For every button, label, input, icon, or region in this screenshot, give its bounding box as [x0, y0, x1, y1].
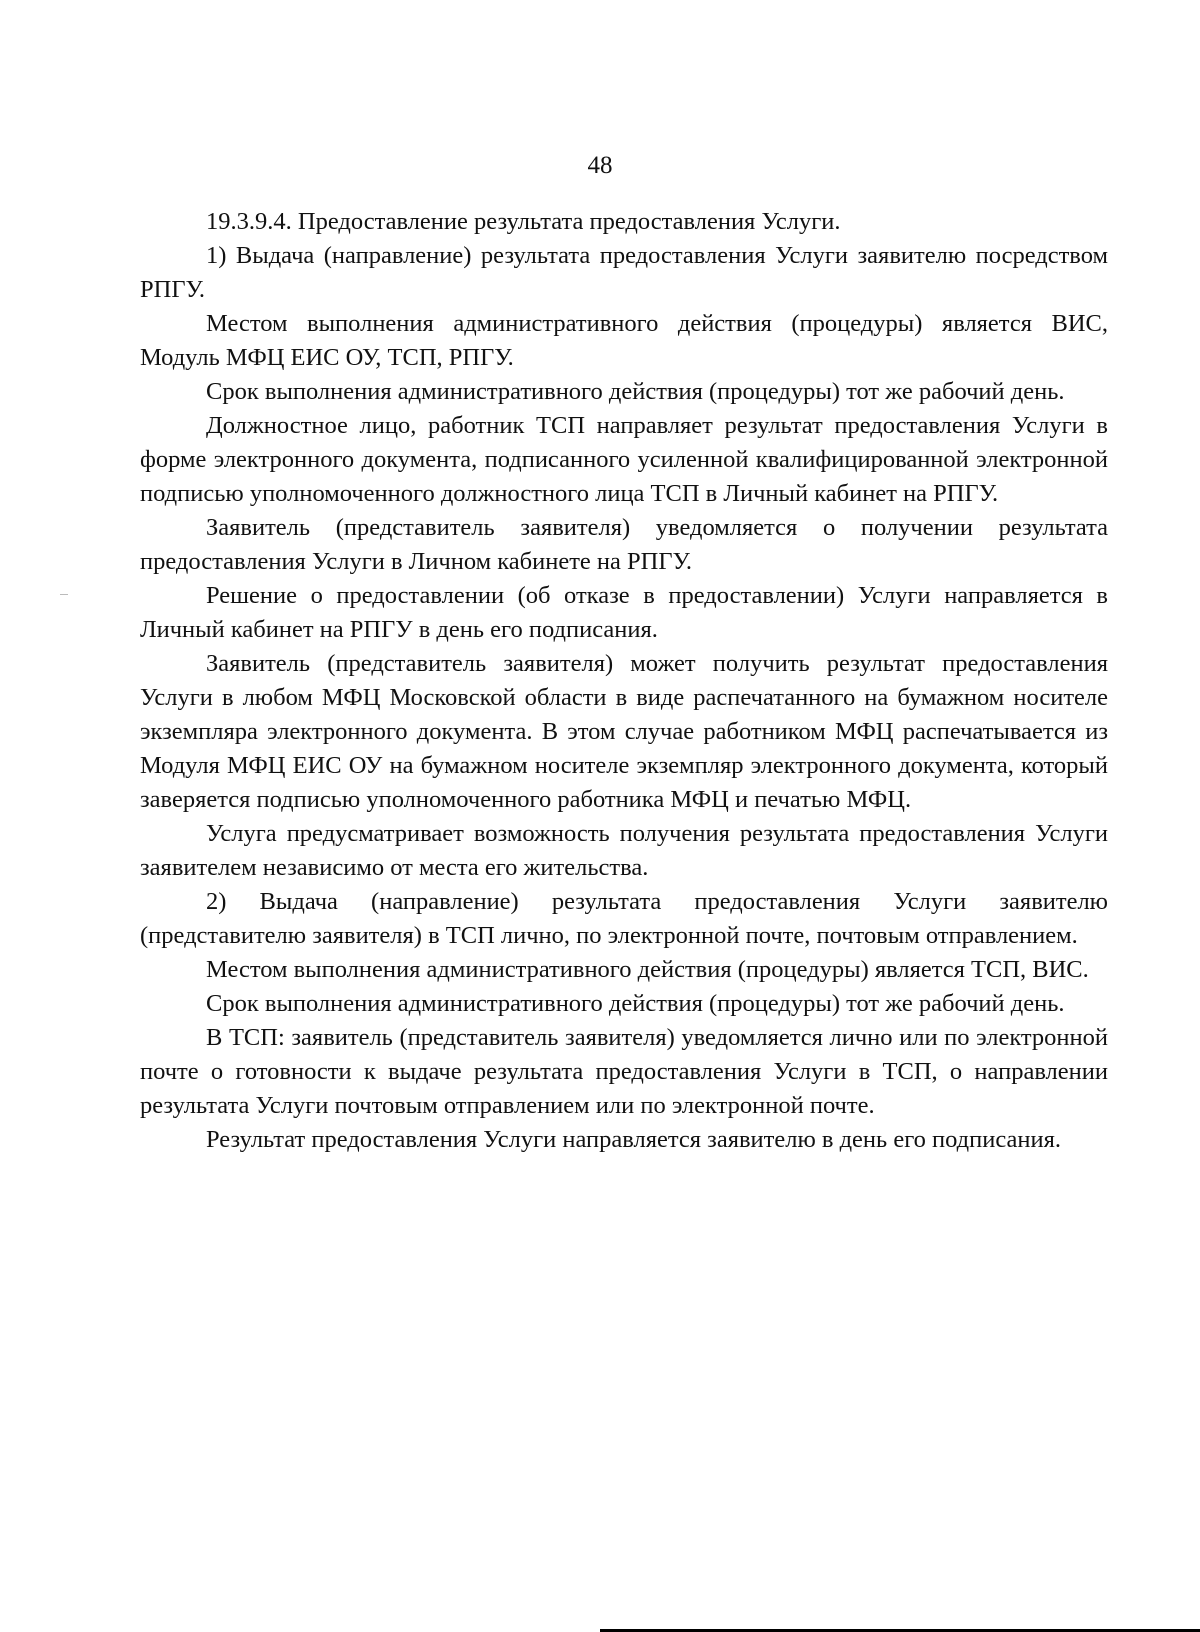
scan-edge-mark [60, 594, 68, 595]
section-heading: 19.3.9.4. Предоставление результата предоставления Услуги. [206, 208, 841, 235]
paragraph: Местом выполнения административного действия (процедуры) является ТСП, ВИС. [206, 956, 1089, 983]
paragraph: Должностное лицо, работник ТСП направляет результат предоставления Услуги в форме электронного документа, подписанного усиленной квалифицированной электронной подписью уполномоченного должностного лица ТСП в Личный кабинет на РПГУ. [140, 412, 1108, 507]
paragraph: 1) Выдача (направление) результата предоставления Услуги заявителю посредством РПГУ. [140, 242, 1108, 303]
paragraph: 2) Выдача (направление) результата предоставления Услуги заявителю (представителю заявителя) в ТСП лично, по электронной почте, почтовым отправлением. [140, 888, 1108, 949]
paragraph: В ТСП: заявитель (представитель заявителя) уведомляется лично или по электронной почте о готовности к выдаче результата предоставления Услуги в ТСП, о направлении результата Услуги почтовым отправлением или по электронной почте. [140, 1024, 1108, 1119]
paragraph: Решение о предоставлении (об отказе в предоставлении) Услуги направляется в Личный кабинет на РПГУ в день его подписания. [140, 582, 1108, 643]
page-number: 48 [587, 152, 613, 179]
paragraph: Заявитель (представитель заявителя) уведомляется о получении результата предоставления Услуги в Личном кабинете на РПГУ. [140, 514, 1108, 575]
paragraph: Результат предоставления Услуги направляется заявителю в день его подписания. [206, 1126, 1062, 1153]
document-body [140, 205, 1108, 1157]
paragraph: Заявитель (представитель заявителя) может получить результат предоставления Услуги в любом МФЦ Московской области в виде распечатанного на бумажном носителе экземпляра электронного документа. В этом случае работником МФЦ распечатывается из Модуля МФЦ ЕИС ОУ на бумажном носителе экземпляр электронного документа, который заверяется подписью уполномоченного работника МФЦ и печатью МФЦ. [140, 650, 1108, 813]
paragraph: Услуга предусматривает возможность получения результата предоставления Услуги заявителем независимо от места его жительства. [140, 820, 1108, 881]
paragraph: Срок выполнения административного действия (процедуры) тот же рабочий день. [206, 378, 1065, 405]
paragraph: Срок выполнения административного действия (процедуры) тот же рабочий день. [206, 990, 1065, 1017]
paragraph: Местом выполнения административного действия (процедуры) является ВИС, Модуль МФЦ ЕИС ОУ, ТСП, РПГУ. [140, 310, 1108, 371]
